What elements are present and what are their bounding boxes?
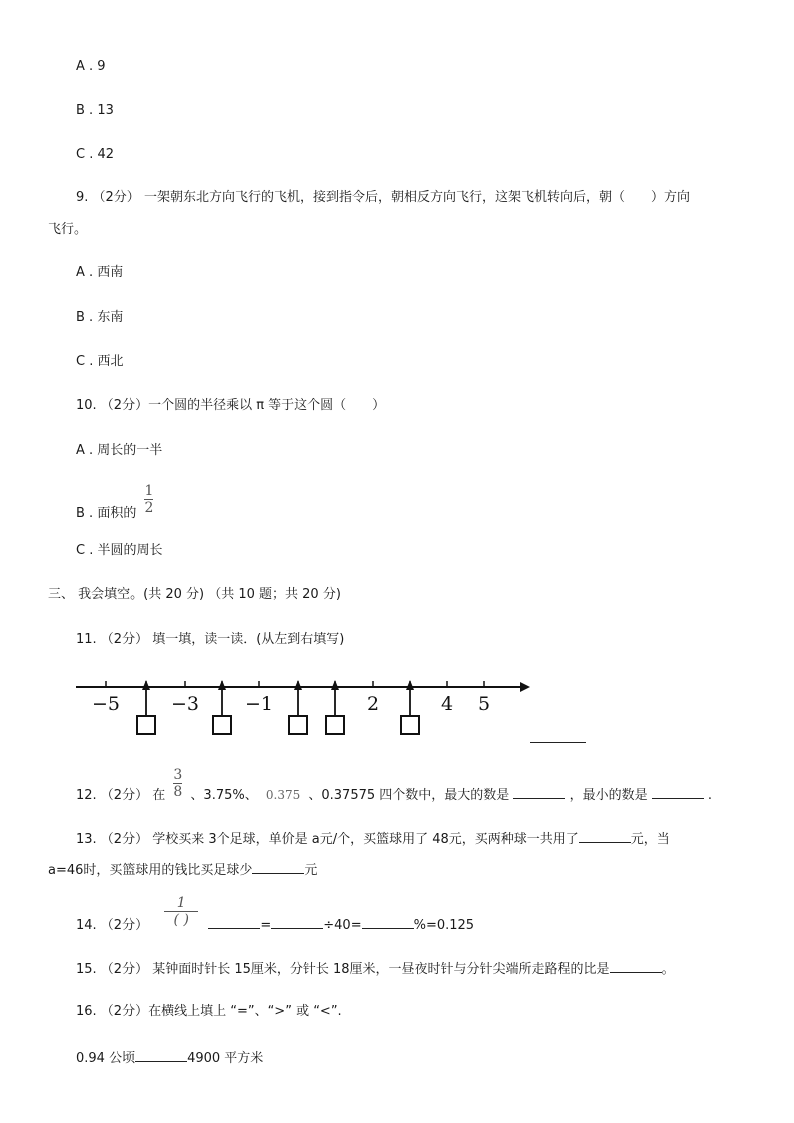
q14-blank-2[interactable] — [271, 914, 323, 929]
pointer-arrow — [142, 680, 150, 716]
answer-box[interactable] — [326, 716, 344, 734]
fraction-denominator: ( ) — [173, 912, 189, 928]
q14-percent: %=0.125 — [413, 918, 475, 933]
q12-blank-max[interactable] — [513, 784, 565, 799]
q13-text-1: 13. （2分） 学校买来 3个足球，单价是 a元/个，买篮球用了 48元，买两种球一共用了 — [76, 832, 579, 847]
pointer-arrow — [406, 680, 414, 716]
q9-stem-line2: 飞行。 — [48, 222, 88, 237]
tick-label: −3 — [170, 693, 200, 715]
number-line — [76, 676, 536, 738]
q10-option-b-fraction — [144, 484, 153, 515]
q15-end: 。 — [661, 962, 675, 977]
fraction-numerator: 1 — [176, 895, 186, 911]
pointer-arrow — [331, 680, 339, 716]
q16-item-a: 0.94 公顷 — [76, 1051, 136, 1066]
section-heading: 三、 我会填空。(共 20 分) （共 10 题；共 20 分) — [48, 587, 341, 602]
q10-option-c: C . 半圆的周长 — [76, 543, 163, 558]
q16-blank-compare[interactable] — [135, 1047, 187, 1062]
q14-blank-3[interactable] — [362, 914, 414, 929]
q13-text-2: 元，当 — [630, 832, 670, 847]
q8-option-a: A . 9 — [76, 59, 106, 74]
q12-prefix: 12. （2分） 在 — [76, 788, 166, 803]
q11-stem: 11. （2分） 填一填，读一读．(从左到右填写) — [76, 632, 345, 647]
q13-line2 — [48, 859, 317, 880]
tick-label: 5 — [477, 693, 491, 715]
q9-option-c: C . 西北 — [76, 354, 124, 369]
q16-stem: 16. （2分）在横线上填上 “=”、“>” 或 “<”. — [76, 1004, 342, 1019]
q11-answer-blank[interactable] — [530, 742, 586, 743]
fraction-denominator: 8 — [173, 784, 183, 800]
q9-option-b: B . 东南 — [76, 310, 124, 325]
q16-item-line — [76, 1047, 263, 1068]
q15-text: 15. （2分） 某钟面时针长 15厘米，分针长 18厘米，一昼夜时针与分针尖端所走路程的比是 — [76, 962, 610, 977]
q12-text-3: ，最小的数是 — [569, 788, 648, 803]
q13-text-4: 元 — [304, 863, 318, 878]
number-line-arrowhead — [520, 682, 530, 692]
q14-line — [76, 896, 474, 933]
q15-blank-ratio[interactable] — [610, 958, 662, 973]
q14-equals: = — [260, 918, 272, 933]
q13-blank-difference[interactable] — [252, 859, 304, 874]
q12-fraction — [173, 768, 182, 799]
pointer-arrow — [218, 680, 226, 716]
q12-repeating-decimal: 0.375 — [265, 788, 301, 802]
pointer-arrow — [294, 680, 302, 716]
fraction-numerator: 3 — [173, 767, 183, 783]
q14-prefix: 14. （2分） — [76, 918, 149, 933]
tick-label: −5 — [91, 693, 121, 715]
q15-line — [76, 958, 675, 979]
q12-end: . — [707, 788, 712, 803]
q13-blank-total[interactable] — [579, 828, 631, 843]
q13-text-3: a=46时，买篮球用的钱比买足球少 — [48, 863, 253, 878]
q12-blank-min[interactable] — [652, 784, 704, 799]
q16-item-b: 4900 平方米 — [187, 1051, 264, 1066]
fraction-numerator: 1 — [144, 483, 154, 499]
q12-text-2: 、0.37575 四个数中，最大的数是 — [308, 788, 510, 803]
q8-option-b: B . 13 — [76, 103, 114, 118]
q8-option-c: C . 42 — [76, 147, 115, 162]
q14-fraction — [164, 896, 198, 927]
answer-box[interactable] — [289, 716, 307, 734]
q9-stem-line1: 9. （2分） 一架朝东北方向飞行的飞机，接到指令后，朝相反方向飞行，这架飞机转向后，朝（ ）方向 — [76, 190, 690, 205]
q12-line — [76, 768, 712, 803]
q12-text-1: 、3.75%、 — [190, 788, 258, 803]
q14-divide: ÷40= — [323, 918, 362, 933]
q9-option-a: A . 西南 — [76, 265, 124, 280]
answer-box[interactable] — [213, 716, 231, 734]
tick-label: 2 — [366, 693, 380, 715]
answer-box[interactable] — [401, 716, 419, 734]
tick-label: −1 — [244, 693, 274, 715]
q14-blank-1[interactable] — [208, 914, 260, 929]
q10-option-b — [76, 484, 153, 521]
q10-option-a: A . 周长的一半 — [76, 443, 163, 458]
tick-label: 4 — [440, 693, 454, 715]
fraction-denominator: 2 — [144, 500, 154, 516]
q10-stem: 10. （2分）一个圆的半径乘以 π 等于这个圆（ ） — [76, 398, 386, 413]
q13-line1 — [76, 828, 670, 849]
answer-box[interactable] — [137, 716, 155, 734]
q10-option-b-text: B . 面积的 — [76, 506, 137, 521]
